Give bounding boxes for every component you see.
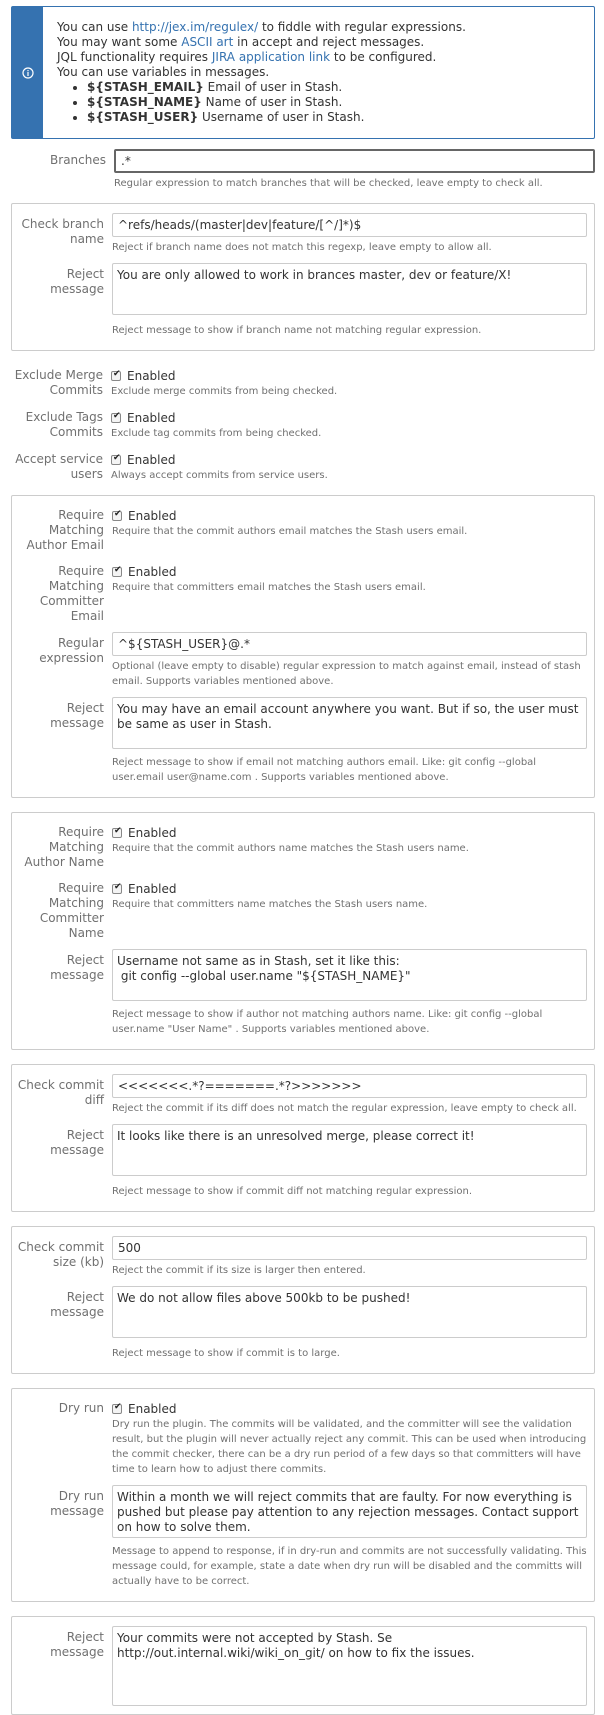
dry-run-label: Dry run [58,1401,104,1415]
branch-reject-desc: Reject message to show if branch name not matching regular expression. [112,325,482,336]
info-line-jql: JQL functionality requires JIRA application link to be configured. [57,50,437,64]
branch-name-row [12,213,587,255]
checkbox-icon[interactable] [111,455,121,465]
size-reject-label: Reject message [50,1290,104,1319]
info-line-ascii: You may want some ASCII art in accept and reject messages. [57,35,425,49]
service-users-row [11,449,588,483]
branch-reject-row [12,263,587,338]
email-reject-desc: Reject message to show if email not matching authors email. Like: git config --global user.email user@name.com . Supports variables mentioned above. [112,757,537,783]
email-regex-row [12,632,587,689]
branch-name-group [11,203,595,351]
exclude-merge-checkbox[interactable]: ✔ Enabled [111,368,588,384]
commit-size-desc: Reject the commit if its size is larger then entered. [112,1265,366,1276]
commit-diff-row [12,1074,587,1116]
checkbox-icon[interactable] [112,511,122,521]
variables-list [57,80,466,125]
exclude-tags-label: Exclude Tags Commits [25,410,103,439]
author-name-group [11,812,595,1050]
list-item: • ${STASH_EMAIL} Email of user in Stash. [87,80,466,95]
name-reject-row [12,949,587,1037]
name-reject-desc: Reject message to show if author not matching authors name. Like: git config --global user.name "User Name" . Supports variables mentioned above. [112,1009,543,1035]
committer-email-checkbox[interactable]: ✔ Enabled [112,564,587,580]
email-regex-input[interactable] [112,632,587,656]
checkbox-icon[interactable] [112,884,122,894]
author-email-checkbox[interactable]: ✔ Enabled [112,508,587,524]
diff-reject-textarea[interactable] [112,1124,587,1176]
branch-reject-textarea[interactable] [112,263,587,315]
checkbox-icon[interactable] [111,413,121,423]
checkbox-icon[interactable] [111,371,121,381]
list-item: • ${STASH_USER} Username of user in Stash. [87,110,466,125]
exclude-tags-row [11,407,588,441]
exclude-merge-label: Exclude Merge Commits [14,368,103,397]
exclude-tags-desc: Exclude tag commits from being checked. [111,428,322,439]
name-reject-textarea[interactable] [112,949,587,1001]
branches-desc: Regular expression to match branches that will be checked, leave empty to check all. [114,178,543,189]
dry-run-group [11,1388,595,1602]
branches-label: Branches [50,153,106,167]
size-reject-textarea[interactable] [112,1286,587,1338]
commit-diff-label: Check commit diff [17,1078,104,1107]
commit-diff-input[interactable] [112,1074,587,1098]
diff-reject-label: Reject message [50,1128,104,1157]
diff-reject-row [12,1124,587,1199]
global-reject-label: Reject message [50,1630,104,1659]
committer-name-checkbox[interactable]: ✔ Enabled [112,881,587,897]
service-users-desc: Always accept commits from service users. [111,470,328,481]
author-email-row [12,505,587,553]
branch-name-desc: Reject if branch name does not match this regexp, leave empty to allow all. [112,242,492,253]
dry-run-row [12,1398,587,1477]
email-reject-row [12,697,587,785]
exclude-merge-row [11,365,588,399]
regulex-link[interactable]: http://jex.im/regulex/ [131,20,259,34]
author-name-desc: Require that the commit authors name matches the Stash users name. [112,843,469,854]
email-regex-label: Regular expression [39,636,104,665]
committer-email-row [12,561,587,624]
dry-run-desc: Dry run the plugin. The commits will be validated, and the committer will see the validation result, but the plugin will never actually reject any commit. This can be used when introducing the commit checker, there can be a dry run period of a few days so that committers will have time to learn how to adjust there commits. [112,1419,587,1475]
dry-run-message-label: Dry run message [50,1489,104,1518]
commit-size-input[interactable] [112,1236,587,1260]
list-item: • ${STASH_NAME} Name of user in Stash. [87,95,466,110]
size-reject-row [12,1286,587,1361]
author-name-row [12,822,587,870]
email-reject-textarea[interactable] [112,697,587,749]
author-name-label: Require Matching Author Name [24,825,104,869]
checkbox-icon[interactable] [112,567,122,577]
commit-size-label: Check commit size (kb) [17,1240,104,1269]
branches-row [11,149,595,191]
global-reject-group [11,1616,595,1715]
info-line-variables: You can use variables in messages. [57,65,270,79]
info-message [11,6,595,139]
diff-reject-desc: Reject message to show if commit diff not matching regular expression. [112,1186,473,1197]
info-bar [12,7,43,138]
exclude-merge-desc: Exclude merge commits from being checked. [111,386,338,397]
branch-reject-label: Reject message [50,267,104,296]
dry-run-message-desc: Message to append to response, if in dry-run and commits are not successfully validating. This message could, for example, state a date when dry run will be disabled and the committs will actually have to be correct. [112,1546,587,1587]
committer-name-row [12,878,587,941]
ascii-art-link[interactable]: ASCII art [181,35,234,49]
size-reject-desc: Reject message to show if commit is to large. [112,1348,340,1359]
info-line-regulex: You can use http://jex.im/regulex/ to fiddle with regular expressions. [57,20,466,34]
dry-run-checkbox[interactable]: ✔ Enabled [112,1401,587,1417]
commit-size-group [11,1226,595,1374]
name-reject-label: Reject message [50,953,104,982]
author-email-group [11,495,595,798]
dry-run-message-textarea[interactable] [112,1485,587,1538]
committer-name-desc: Require that committers name matches the Stash users name. [112,899,428,910]
jira-link[interactable]: JIRA application link [211,50,331,64]
email-regex-desc: Optional (leave empty to disable) regular expression to match against email, instead of stash email. Supports variables mentioned above. [112,661,581,687]
branches-input[interactable] [114,149,595,173]
branch-name-label: Check branch name [21,217,104,246]
commit-diff-desc: Reject the commit if its diff does not match the regular expression, leave empty to check all. [112,1103,577,1114]
exclude-options [11,365,595,483]
branch-name-input[interactable] [112,213,587,237]
author-email-label: Require Matching Author Email [26,508,104,552]
info-body [43,7,478,138]
exclude-tags-checkbox[interactable]: ✔ Enabled [111,410,588,426]
email-reject-label: Reject message [50,701,104,730]
global-reject-row [12,1626,587,1706]
author-name-checkbox[interactable]: ✔ Enabled [112,825,587,841]
info-icon [22,67,34,79]
committer-email-label: Require Matching Committer Email [39,564,104,623]
committer-name-label: Require Matching Committer Name [39,881,104,940]
committer-email-desc: Require that committers email matches the Stash users email. [112,582,426,593]
checkbox-icon[interactable] [112,1404,122,1414]
commit-diff-group [11,1064,595,1212]
dry-run-message-row [12,1485,587,1589]
commit-size-row [12,1236,587,1278]
global-reject-textarea[interactable] [112,1626,587,1706]
service-users-label: Accept service users [15,452,103,481]
checkbox-icon[interactable] [112,828,122,838]
author-email-desc: Require that the commit authors email matches the Stash users email. [112,526,468,537]
service-users-checkbox[interactable]: ✔ Enabled [111,452,588,468]
